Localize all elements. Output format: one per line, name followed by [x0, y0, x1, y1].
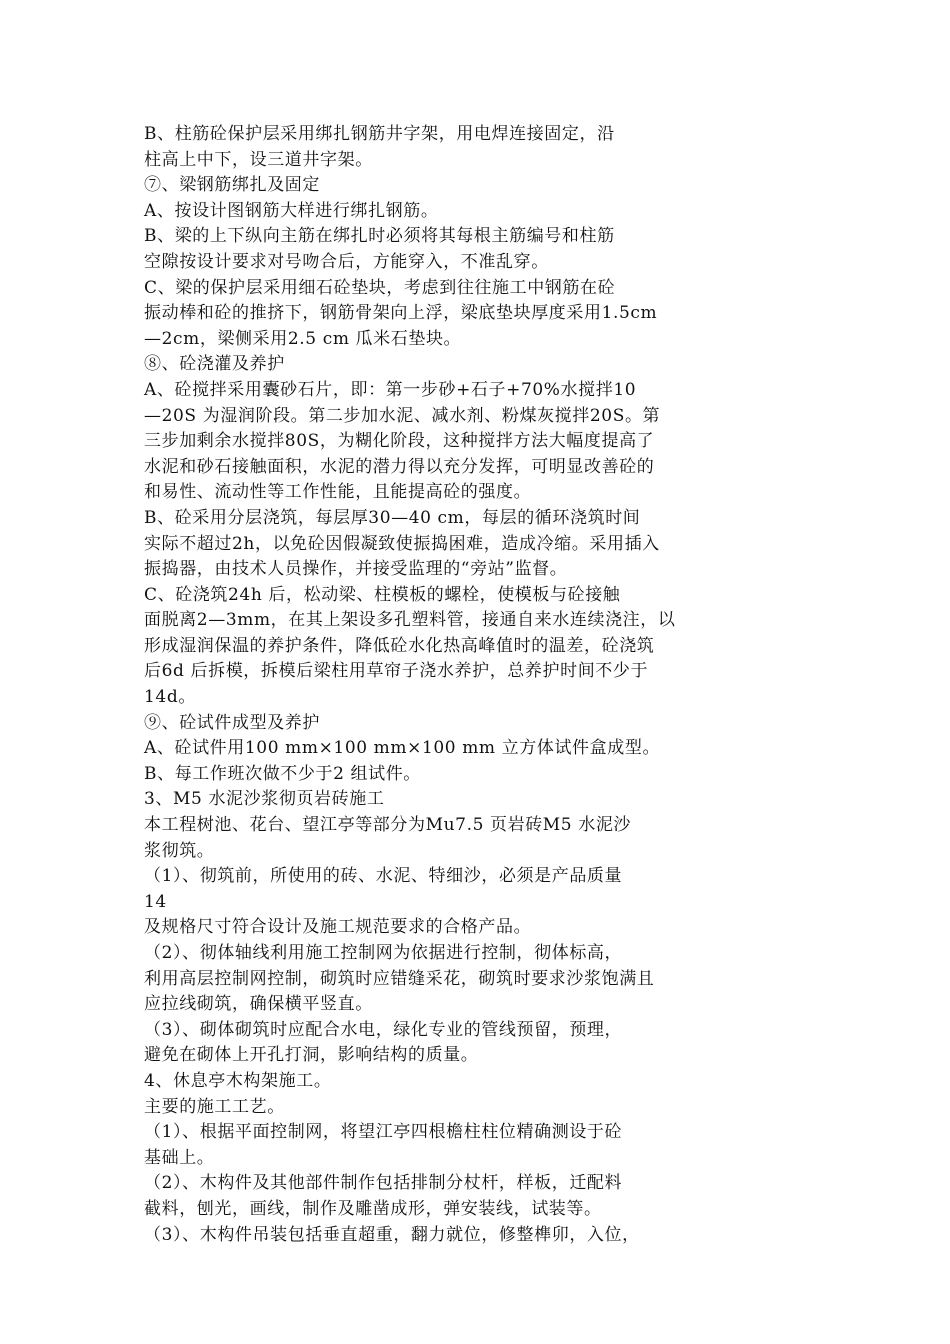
text-line: 面脱离2—3mm，在其上架设多孔塑料管，接通自来水连续浇注，以: [144, 610, 676, 631]
text-line: 浆彻筑。: [144, 840, 215, 861]
text-line: 主要的施工工艺。: [144, 1096, 285, 1117]
section-heading: ⑨、砼试件成型及养护: [144, 712, 320, 733]
text-line: —2cm，梁侧采用2.5 cm 瓜米石垫块。: [144, 328, 462, 349]
text-line: 后6d 后拆模，拆模后梁柱用草帘子浇水养护，总养护时间不少于: [144, 661, 649, 682]
text-line: （1）、根据平面控制网，将望江亭四根檐柱柱位精确测设于砼: [144, 1122, 623, 1143]
text-line: 水泥和砂石接触面积，水泥的潜力得以充分发挥，可明显改善砼的: [144, 456, 655, 477]
text-line: 空隙按设计要求对号吻合后，方能穿入，不准乱穿。: [144, 251, 549, 272]
text-line: 应拉线砌筑，确保横平竖直。: [144, 994, 373, 1015]
text-line: 本工程树池、花台、望江亭等部分为Mu7.5 页岩砖M5 水泥沙: [144, 815, 632, 836]
text-line: 利用高层控制网控制，砌筑时应错缝采花，砌筑时要求沙浆饱满且: [144, 968, 655, 989]
text-line: （3）、砌体砌筑时应配合水电，绿化专业的管线预留，预理，: [144, 1019, 623, 1040]
text-line: 及规格尺寸符合设计及施工规范要求的合格产品。: [144, 917, 532, 938]
text-line: B、砼采用分层浇筑，每层厚30—40 cm，每层的循环浇筑时间: [144, 507, 641, 528]
text-line: 柱高上中下，设三道井字架。: [144, 149, 373, 170]
text-line: 截料，刨光，画线，制作及雕凿成形，弹安装线，试装等。: [144, 1198, 602, 1219]
text-line: C、梁的保护层采用细石砼垫块，考虑到往往施工中钢筋在砼: [144, 277, 616, 298]
section-heading: 4、休息亭木构架施工。: [144, 1070, 332, 1091]
page-number: 14: [144, 891, 167, 912]
text-line: 避免在砌体上开孔打洞，影响结构的质量。: [144, 1045, 479, 1066]
text-line: 振捣器，由技术人员操作，并接受监理的“旁站”监督。: [144, 559, 568, 580]
text-line: A、按设计图钢筋大样进行绑扎钢筋。: [144, 200, 439, 221]
document-body: [144, 122, 724, 1248]
text-line: 形成湿润保温的养护条件，降低砼水化热高峰值时的温差，砼浇筑: [144, 635, 655, 656]
text-line: A、砼搅拌采用囊砂石片，即：第一步砂+石子+70%水搅拌10: [144, 379, 637, 400]
text-line: B、柱筋砼保护层采用绑扎钢筋井字架，用电焊连接固定，沿: [144, 124, 615, 144]
text-line: （2）、木构件及其他部件制作包括排制分杖杆，样板，迁配料: [144, 1173, 623, 1194]
text-line: （3）、木构件吊装包括垂直超重，翻力就位，修整榫卯，入位，: [144, 1224, 640, 1245]
text-line: 14d。: [144, 687, 196, 708]
text-line: B、梁的上下纵向主筋在绑扎时必须将其每根主筋编号和柱筋: [144, 226, 615, 247]
text-line: C、砼浇筑24h 后，松动梁、柱模板的螺栓，使模板与砼接触: [144, 584, 621, 605]
text-line: 三步加剩余水搅拌80S，为糊化阶段，这种搅拌方法大幅度提高了: [144, 431, 655, 452]
text-line: 振动棒和砼的推挤下，钢筋骨架向上浮，梁底垫块厚度采用1.5cm: [144, 303, 658, 324]
text-line: —20S 为湿润阶段。第二步加水泥、减水剂、粉煤灰搅拌20S。第: [144, 405, 661, 426]
section-heading: ⑧、砼浇灌及养护: [144, 354, 285, 375]
text-line: 和易性、流动性等工作性能，且能提高砼的强度。: [144, 482, 532, 503]
section-heading: ⑦、梁钢筋绑扎及固定: [144, 175, 320, 196]
text-line: （1）、彻筑前，所使用的砖、水泥、特细沙，必须是产品质量: [144, 866, 623, 887]
text-line: （2）、彻体轴线利用施工控制网为依据进行控制，彻体标高，: [144, 943, 623, 963]
section-heading: 3、M5 水泥沙浆彻页岩砖施工: [144, 789, 385, 810]
text-line: 实际不超过2h，以免砼因假凝致使振捣困难，造成冷缩。采用插入: [144, 533, 660, 554]
text-line: A、砼试件用100 mm×100 mm×100 mm 立方体试件盒成型。: [144, 738, 661, 759]
text-line: 基础上。: [144, 1147, 215, 1168]
text-line: B、每工作班次做不少于2 组试件。: [144, 763, 421, 784]
